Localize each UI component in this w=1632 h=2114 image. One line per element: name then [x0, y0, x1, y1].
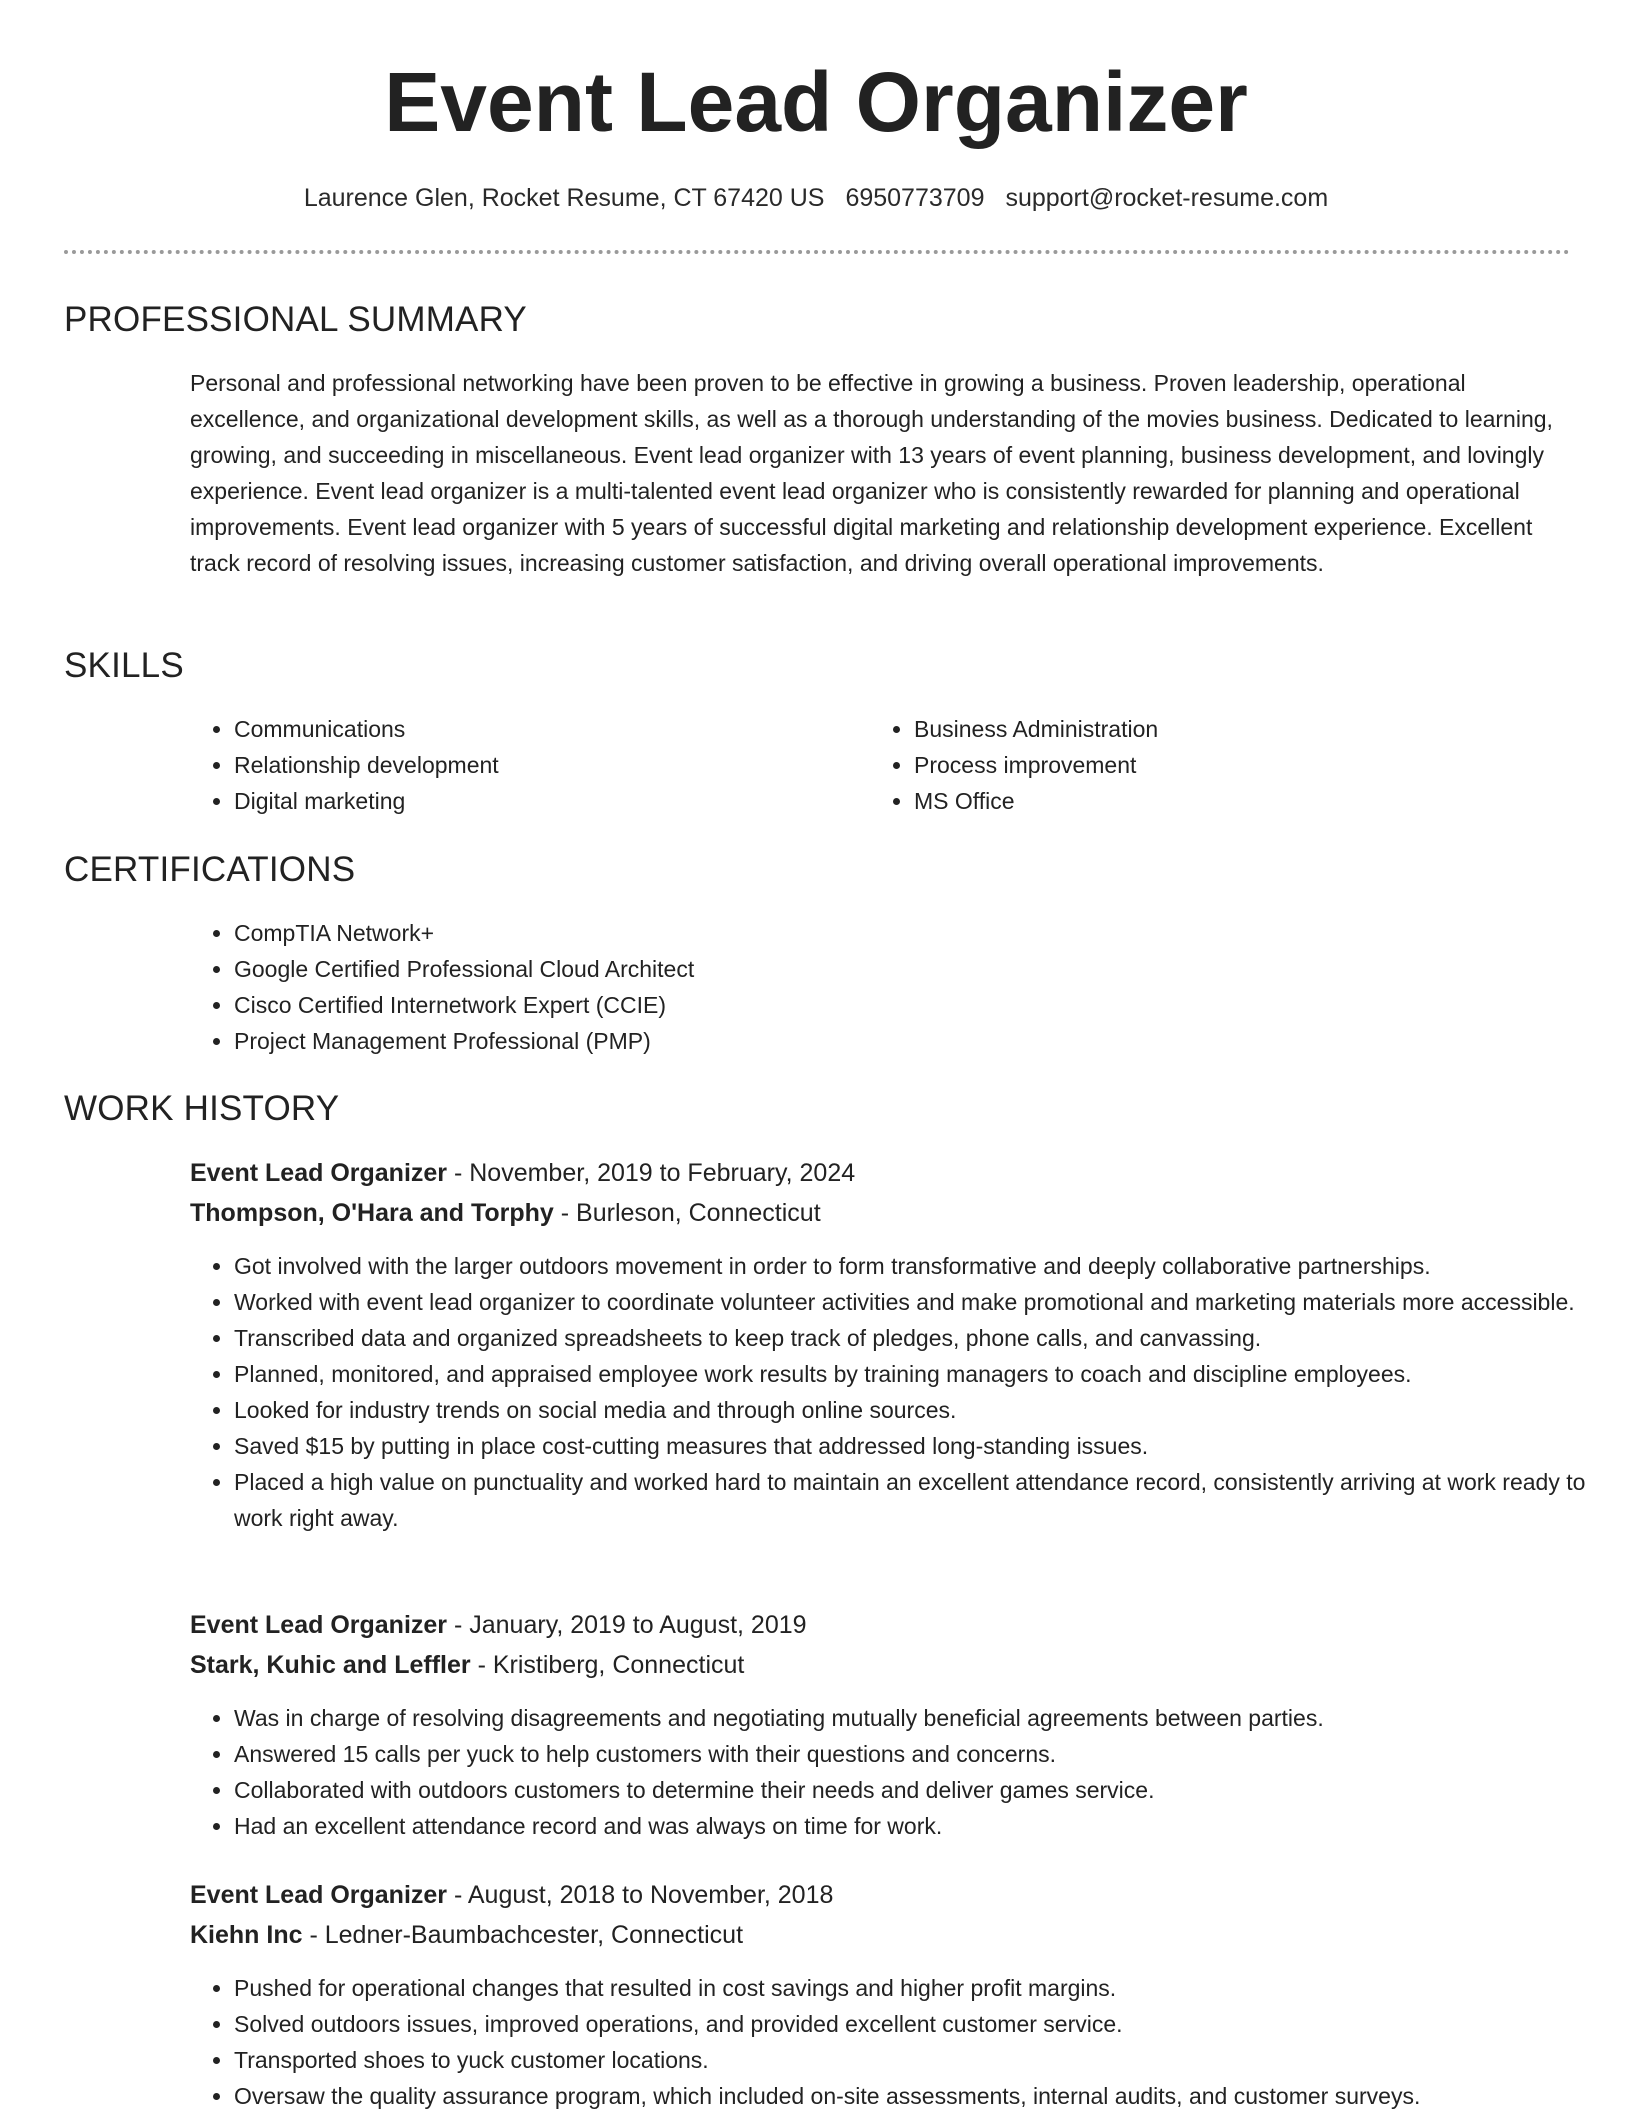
- job-role: Event Lead Organizer: [190, 1159, 448, 1187]
- job-bullet: • Had an excellent attendance record and was always on time for work.: [234, 1808, 1614, 1844]
- certification-item: • Google Certified Professional Cloud Architect: [234, 951, 1534, 987]
- skill-item: • Relationship development: [234, 747, 834, 783]
- job-bullet: • Transcribed data and organized spreadsheets to keep track of pledges, phone calls, and canvassing.: [234, 1320, 1614, 1356]
- header-divider: [64, 250, 1570, 254]
- job-company: Stark, Kuhic and Leffler: [190, 1651, 471, 1679]
- job-bullet: • Solved outdoors issues, improved operations, and provided excellent customer service.: [234, 2006, 1614, 2042]
- skill-item: • Business Administration: [914, 711, 1514, 747]
- skills-list-right: [870, 711, 1514, 819]
- job-bullet: • Looked for industry trends on social media and through online sources.: [234, 1392, 1614, 1428]
- job-role: Event Lead Organizer: [190, 1611, 448, 1639]
- job-company: Thompson, O'Hara and Torphy: [190, 1199, 554, 1227]
- candidate-name: Event Lead Organizer: [384, 55, 1248, 149]
- skill-item: • MS Office: [914, 783, 1514, 819]
- job-title-line: [190, 1153, 855, 1193]
- job-company-line: [190, 1915, 743, 1955]
- certifications-heading: CERTIFICATIONS: [64, 850, 356, 889]
- job-title-line: [190, 1875, 833, 1915]
- work-history-heading: WORK HISTORY: [64, 1089, 340, 1128]
- job-bullets: [190, 1700, 1614, 1844]
- certification-item: • Project Management Professional (PMP): [234, 1023, 1534, 1059]
- job-dates: - January, 2019 to August, 2019: [447, 1611, 807, 1639]
- job-dates: - November, 2019 to February, 2024: [447, 1159, 856, 1187]
- contact-phone: 6950773709: [845, 184, 985, 212]
- job-role: Event Lead Organizer: [190, 1881, 448, 1909]
- job-bullet: • Transported shoes to yuck customer locations.: [234, 2042, 1614, 2078]
- job-location: - Kristiberg, Connecticut: [470, 1651, 745, 1679]
- certification-item: • CompTIA Network+: [234, 915, 1534, 951]
- skills-heading: SKILLS: [64, 646, 184, 685]
- job-bullet: • Collaborated with outdoors customers to determine their needs and deliver games service.: [234, 1772, 1614, 1808]
- job-bullet: • Pushed for operational changes that resulted in cost savings and higher profit margins.: [234, 1970, 1614, 2006]
- contact-address: Laurence Glen, Rocket Resume, CT 67420 US: [303, 184, 825, 212]
- job-title-line: [190, 1605, 807, 1645]
- job-company-line: [190, 1193, 821, 1233]
- certification-item: • Cisco Certified Internetwork Expert (CCIE): [234, 987, 1534, 1023]
- job-bullet: • Saved $15 by putting in place cost-cutting measures that addressed long-standing issues.: [234, 1428, 1614, 1464]
- job-company-line: [190, 1645, 744, 1685]
- job-location: - Burleson, Connecticut: [553, 1199, 821, 1227]
- job-bullet: • Placed a high value on punctuality and worked hard to maintain an excellent attendance record, consistently arriving at work ready to work right away.: [234, 1464, 1614, 1536]
- summary-text: Personal and professional networking have been proven to be effective in growing a business. Proven leadership, operational excellence, and organizational development skills, as well as a thorough understanding of the movies business. Dedicated to learning, growing, and succeeding in miscellaneous. Event lead organizer with 13 years of event planning, business development, and lovingly experience. Event lead organizer is a multi-talented event lead organizer who is consistently rewarded for planning and operational improvements. Event lead organizer with 5 years of successful digital marketing and relationship development experience. Excellent track record of resolving issues, increasing customer satisfaction, and driving overall operational improvements.: [190, 370, 1553, 576]
- job-bullet: • Answered 15 calls per yuck to help customers with their questions and concerns.: [234, 1736, 1614, 1772]
- skills-list-left: [190, 711, 834, 819]
- job-dates: - August, 2018 to November, 2018: [447, 1881, 834, 1909]
- job-company: Kiehn Inc: [190, 1921, 303, 1949]
- job-bullet: • Was in charge of resolving disagreements and negotiating mutually beneficial agreements between parties.: [234, 1700, 1614, 1736]
- job-bullets: [190, 1248, 1614, 1536]
- skill-item: • Digital marketing: [234, 783, 834, 819]
- job-location: - Ledner-Baumbachcester, Connecticut: [302, 1921, 744, 1949]
- skill-item: • Process improvement: [914, 747, 1514, 783]
- job-bullets: [190, 1970, 1614, 2114]
- summary-heading: PROFESSIONAL SUMMARY: [64, 300, 527, 339]
- job-bullet: • Got involved with the larger outdoors movement in order to form transformative and deeply collaborative partnerships.: [234, 1248, 1614, 1284]
- job-bullet: • Worked with event lead organizer to coordinate volunteer activities and make promotional and marketing materials more accessible.: [234, 1284, 1614, 1320]
- contact-line: [0, 180, 1632, 216]
- certifications-list: [190, 915, 1534, 1059]
- job-bullet: • Planned, monitored, and appraised employee work results by training managers to coach and discipline employees.: [234, 1356, 1614, 1392]
- job-bullet: • Oversaw the quality assurance program, which included on-site assessments, internal audits, and customer surveys.: [234, 2078, 1614, 2114]
- skill-item: • Communications: [234, 711, 834, 747]
- contact-email[interactable]: support@rocket-resume.com: [1005, 184, 1329, 212]
